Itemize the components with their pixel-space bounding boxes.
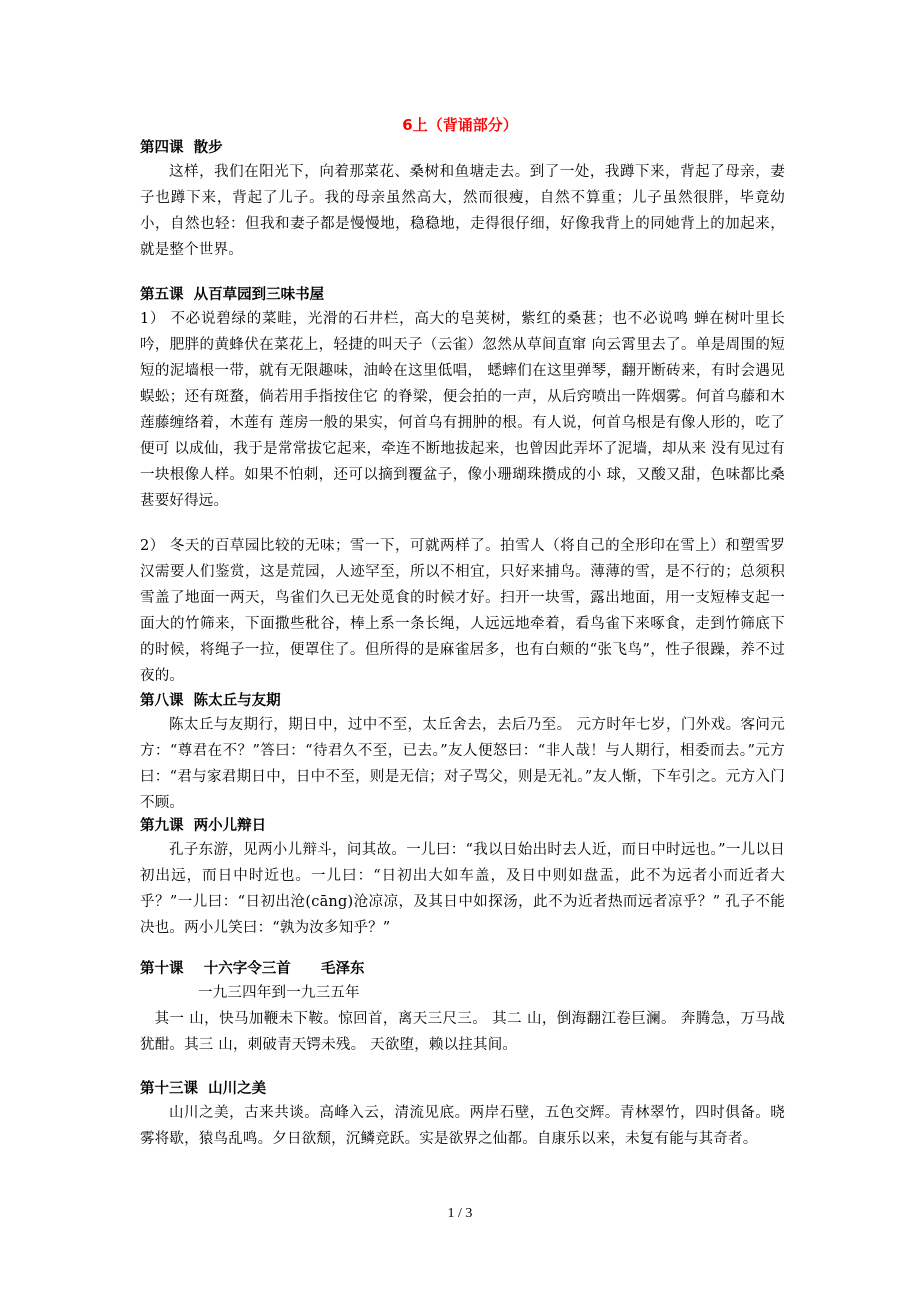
page-indicator: 1 / 3 bbox=[447, 1206, 473, 1221]
page-title: 6上（背诵部分） bbox=[402, 116, 518, 134]
lesson-heading: 第四课 散步 bbox=[140, 140, 223, 156]
lesson-paragraph: 山川之美，古来共谈。高峰入云，清流见底。两岸石壁，五色交辉。青林翠竹，四时俱备。晓雾将歇，猿鸟乱鸣。夕日欲颓，沉鳞竞跃。实是欲界之仙都。自康乐以来，未复有能与其奇者。 bbox=[140, 1105, 785, 1147]
lesson-section bbox=[140, 137, 785, 263]
lesson-section bbox=[140, 815, 785, 941]
lesson-section bbox=[140, 690, 785, 816]
lesson-section bbox=[140, 284, 785, 689]
lesson-paragraph: 2） 冬天的百草园比较的无味；雪一下，可就两样了。拍雪人（将自己的全形印在雪上）和塑雪罗汉需要人们鉴赏，这是荒园，人迹罕至，所以不相宜，只好来捕鸟。薄薄的雪，是不行的；总须积雪盖了地面一两天，鸟雀们久已无处觅食的时候才好。扫开一块雪，露出地面，用一支短棒支起一面大的竹筛来，下面撒些秕谷，棒上系一条长绳，人远远地牵着，看鸟雀下来啄食，走到竹筛底下的时候，将绳子一拉，便罩住了。但所得的是麻雀居多，也有白颊的“张飞鸟”，性子很躁，养不过夜的。 bbox=[140, 538, 785, 684]
lesson-paragraph: 1） 不必说碧绿的菜畦，光滑的石井栏，高大的皂荚树，紫红的桑葚；也不必说鸣 蝉在树叶里长吟，肥胖的黄蜂伏在菜花上，轻捷的叫天子（云雀）忽然从草间直窜 向云霄里去了。单是周围的短短的泥墙根一带，就有无限趣味，油岭在这里低唱， 蟋蟀们在这里弹琴，翻开断砖来，有时会遇见蜈蚣；还有斑蝥，倘若用手指按住它 的脊梁，便会拍的一声，从后窍喷出一阵烟雾。何首乌藤和木莲藤缠络着，木莲有 莲房一般的果实，何首乌有拥肿的根。有人说，何首乌根是有像人形的，吃了便可 以成仙，我于是常常拔它起来，牵连不断地拔起来，也曾因此弄坏了泥墙，却从来 没有见过有一块根像人样。如果不怕刺，还可以摘到覆盆子，像小珊瑚珠攒成的小 球，又酸又甜，色味都比桑葚要好得远。 bbox=[140, 311, 785, 509]
lesson-paragraph: 其一 山，快马加鞭未下鞍。惊回首，离天三尺三。 其二 山，倒海翻江卷巨澜。 奔腾急，万马战犹酣。其三 山，刺破青天锷未残。 天欲堕，赖以拄其间。 bbox=[140, 1011, 785, 1053]
lesson-section bbox=[140, 1078, 785, 1152]
lesson-paragraph: 陈太丘与友期行，期日中，过中不至，太丘舍去，去后乃至。 元方时年七岁，门外戏。客问元方：“尊君在不？”答曰：“待君久不至，已去。”友人便怒曰：“非人哉！与人期行，相委而去。”元方曰：“君与家君期日中，日中不至，则是无信；对子骂父，则是无礼。”友人惭，下车引之。元方入门不顾。 bbox=[140, 717, 785, 811]
lesson-heading: 第十三课 山川之美 bbox=[140, 1081, 267, 1097]
poem-subtitle: 一九三四年到一九三五年 bbox=[198, 985, 360, 1001]
lesson-paragraph: 孔子东游，见两小儿辩斗，问其故。一儿曰：“我以日始出时去人近，而日中时远也。”一儿以日初出远，而日中时近也。一儿曰：“日初出大如车盖，及日中则如盘盂，此不为远者小而近者大乎？”一儿曰：“日初出沧(cāng)沧凉凉，及其日中如探汤，此不为近者热而远者凉乎？” 孔子不能决也。两小儿笑曰：“孰为汝多知乎？” bbox=[140, 842, 785, 936]
lesson-heading: 第五课 从百草园到三味书屋 bbox=[140, 287, 325, 303]
lesson-heading: 第十课 十六字令三首 毛泽东 bbox=[140, 961, 365, 977]
lesson-paragraph: 这样，我们在阳光下，向着那菜花、桑树和鱼塘走去。到了一处，我蹲下来，背起了母亲，妻子也蹲下来，背起了儿子。我的母亲虽然高大，然而很瘦，自然不算重；儿子虽然很胖，毕竟幼小，自然也轻：但我和妻子都是慢慢地，稳稳地，走得很仔细，好像我背上的同她背上的加起来，就是整个世界。 bbox=[140, 164, 785, 258]
lesson-section bbox=[140, 958, 785, 1058]
lesson-heading: 第九课 两小儿辩日 bbox=[140, 818, 267, 834]
lesson-heading: 第八课 陈太丘与友期 bbox=[140, 693, 281, 709]
